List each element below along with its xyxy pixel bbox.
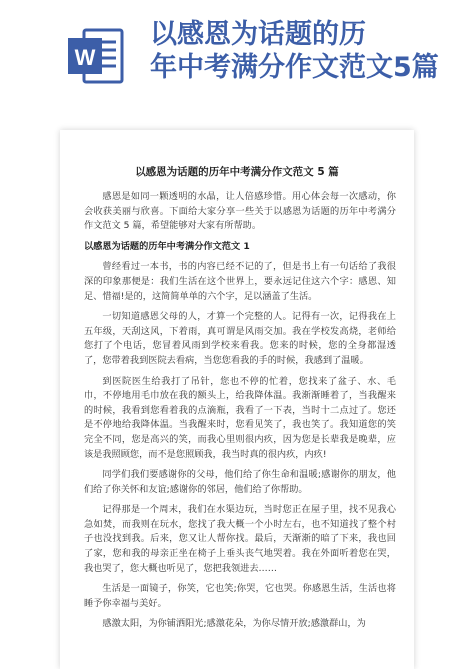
section-heading: 以感恩为话题的历年中考满分作文范文 1 (84, 240, 250, 252)
intro-paragraph: 感恩是如同一颗透明的水晶，让人倍感珍惜。用心体会每一次感动，你会收获美丽与欣喜。下面给大家分享一些关于以感恩为话题的历年中考满分作文范文 5 篇，希望能够对大家有所帮助。 (84, 191, 396, 232)
body-paragraph: 感激太阳，为你铺洒阳光;感激花朵，为你尽情开放;感激群山，为 (102, 618, 366, 630)
banner-title-line-2: 年中考满分作文范文5篇 (150, 52, 439, 83)
banner-title (150, 18, 470, 84)
document-body (84, 190, 396, 638)
body-paragraph: 一切知道感恩父母的人，才算一个完整的人。记得有一次，记得我在上五年级，天刮这风，下着雨，真可谓是风雨交加。我在学校发高烧，老师给您打了个电话，您冒着风雨到学校来看我。您来的时候，您的全身都湿透了，您带着我到医院去看病，当您您看我的手的时候，我感到了温暖。 (84, 311, 396, 366)
body-paragraph: 记得那是一个周末，我们在水渠边玩，当时您正在屋子里，找不见我心急如焚，而我则在玩水，您找了我大概一个小时左右，也不知道找了整个村子也没找到我。后来，您又让人帮你找。最后，天渐渐的暗了下来，我也回了家，您和我的母亲正坐在椅子上垂头丧气地哭着。我在外面听着您在哭，我也哭了，您大概也听见了，您把我领进去…… (84, 504, 396, 574)
body-paragraph: 曾经看过一本书，书的内容已经不记的了，但是书上有一句话给了我很深的印象那便是：我们生活在这个世界上，要永远记住这六个字：感恩、知足、惜福!是的，这简简单单的六个字，足以涵盖了生活。 (84, 261, 396, 302)
banner-title-line-1: 以感恩为话题的历 (150, 19, 366, 50)
document-page (60, 130, 414, 669)
body-paragraph: 生活是一面镜子，你笑，它也笑;你哭，它也哭。你感恩生活，生活也将睡予你幸福与美好。 (84, 583, 396, 609)
banner (0, 0, 474, 105)
word-doc-icon (64, 24, 128, 88)
document-title: 以感恩为话题的历年中考满分作文范文 5 篇 (135, 166, 339, 178)
body-paragraph: 同学们我们要感谢你的父母，他们给了你生命和温暖;感谢你的朋友，他们给了你关怀和友谊;感谢你的邻居，他们给了你帮助。 (84, 469, 396, 495)
body-paragraph: 到医院医生给我打了吊针，您也不停的忙着，您找来了盆子、水、毛巾，不停地用毛巾放在我的额头上，给我降体温。我渐渐睡着了，当我醒来的时候，我看到您看着我的点滴瓶，我看了一下表，当时十二点过了。您还是不停地给我降体温。当我醒来时，您看见笑了，我也笑了。我知道您的笑完全不同，您是高兴的笑，而我心里则很内疚，因为您是长辈我是晚辈，应该是我照顾您，而不是您照顾我，我当时真的很内疚，内疚! (84, 375, 396, 460)
svg-text:W: W (74, 45, 96, 70)
